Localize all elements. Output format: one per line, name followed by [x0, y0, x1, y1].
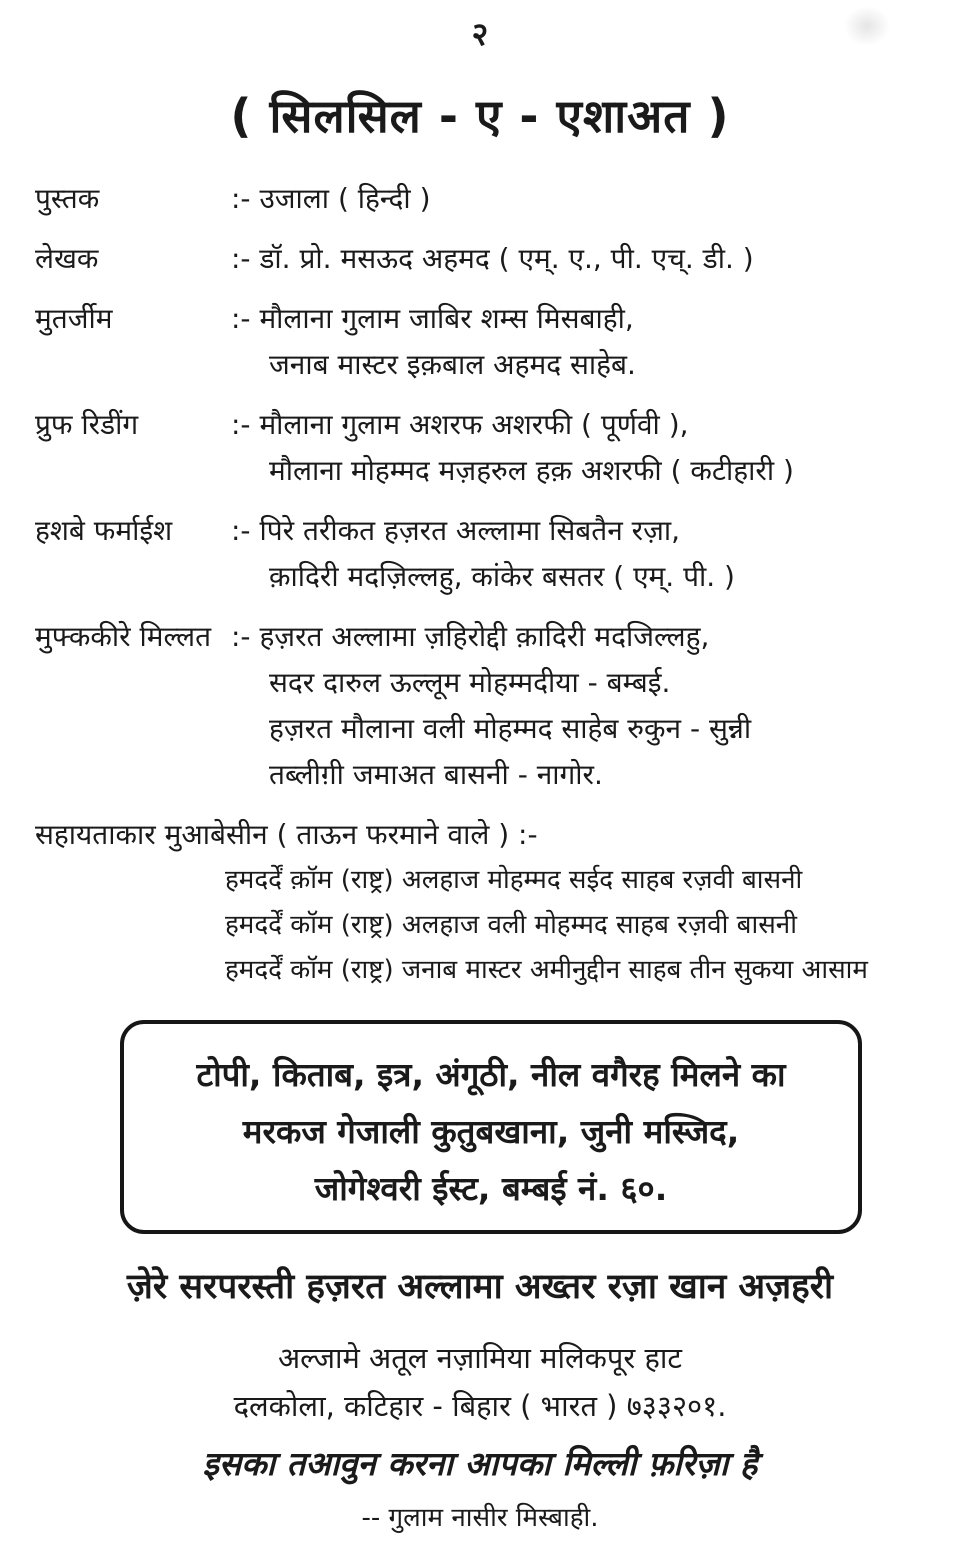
info-row-label: लेखक [35, 242, 99, 275]
info-row-hashbe-farmaish [35, 508, 945, 600]
info-row-lines [231, 236, 754, 282]
info-row-label: पुस्तक [35, 182, 100, 215]
info-row-lines [231, 614, 751, 798]
info-line: :- पिरे तरीकत हज़रत अल्लामा सिबतैन रज़ा, [231, 514, 681, 547]
appeal-line: इसका तआवुन करना आपका मिल्ली फ़रिज़ा है [202, 1444, 758, 1483]
info-line: जनाब मास्टर इक़बाल अहमद साहेब. [269, 348, 636, 381]
info-line: :- हज़रत अल्लामा ज़हिरोद्दी क़ादिरी मदजिल्लहु, [231, 620, 710, 653]
info-row-label: मुतर्जीम [35, 302, 113, 335]
info-row-label: मुफ्ककीरे मिल्लत [35, 620, 212, 653]
info-row-label: हशबे फर्माईश [35, 514, 173, 547]
publication-info-list [35, 176, 945, 993]
info-row-lines [231, 402, 794, 494]
page-number: २ [471, 15, 489, 53]
helper-line: हमदर्दें क़ॉम (राष्ट्र) अलहाज मोहम्मद सईद साहब रज़वी बासनी [225, 865, 803, 895]
info-line: :- मौलाना गुलाम जाबिर शम्स मिसबाही, [231, 302, 634, 335]
info-row-translator [35, 296, 945, 388]
notice-line: जोगेश्वरी ईस्ट, बम्बई नं. ६०. [314, 1169, 668, 1208]
helper-line: हमदर्दें कॉम (राष्ट्र) जनाब मास्टर अमीनुद्दीन साहब तीन सुकया आसाम [225, 955, 868, 985]
helper-line: हमदर्दें कॉम (राष्ट्र) अलहाज वली मोहम्मद साहब रज़वी बासनी [225, 910, 797, 940]
info-line: :- मौलाना गुलाम अशरफ अशरफी ( पूर्णवी ), [231, 408, 689, 441]
info-row-proof-reading [35, 402, 945, 494]
address-line: दलकोला, कटिहार - बिहार ( भारत ) ७३३२०१. [233, 1389, 727, 1423]
signature-line: -- गुलाम नासीर मिस्बाही. [361, 1503, 599, 1533]
page-title: ( सिलसिल - ए - एशाअत ) [230, 89, 730, 143]
shop-notice-box [120, 1020, 862, 1234]
info-row-mufakkire-millat [35, 614, 945, 798]
info-row-lines [231, 508, 735, 600]
helpers-heading: सहायताकार मुआबेसीन ( ताऊन फरमाने वाले ) :- [35, 818, 538, 851]
institute-line: अल्जामे अतूल नज़ामिया मलिकपूर हाट [277, 1341, 683, 1375]
info-row-lines [231, 296, 636, 388]
info-line: :- डॉ. प्रो. मसऊद अहमद ( एम्. ए., पी. एच्. डी. ) [231, 242, 754, 275]
notice-line: टोपी, किताब, इत्र, अंगूठी, नील वगैरह मिलने का [196, 1055, 786, 1094]
info-row-author [35, 236, 945, 282]
patronage-line: ज़ेरे सरपरस्ती हज़रत अल्लामा अख्तर रज़ा खान अज़हरी [126, 1267, 834, 1307]
info-row-label: प्रुफ रिडींग [35, 408, 139, 441]
notice-line: मरकज गेजाली कुतुबखाना, जुनी मस्जिद, [242, 1112, 740, 1151]
info-line: क़ादिरी मदज़िल्लहु, कांकेर बसतर ( एम्. पी. ) [269, 560, 735, 593]
info-line: :- उजाला ( हिन्दी ) [231, 182, 431, 215]
info-row-lines [231, 176, 431, 222]
info-line: सदर दारुल ऊल्लूम मोहम्मदीया - बम्बई. [269, 666, 671, 699]
info-row-book [35, 176, 945, 222]
info-line: हज़रत मौलाना वली मोहम्मद साहेब रुकुन - सुन्नी [269, 712, 752, 745]
info-line: मौलाना मोहम्मद मज़हरुल हक़ अशरफी ( कटीहारी ) [269, 454, 794, 487]
info-line: तब्लीग़ी जमाअत बासनी - नागोर. [269, 758, 603, 791]
